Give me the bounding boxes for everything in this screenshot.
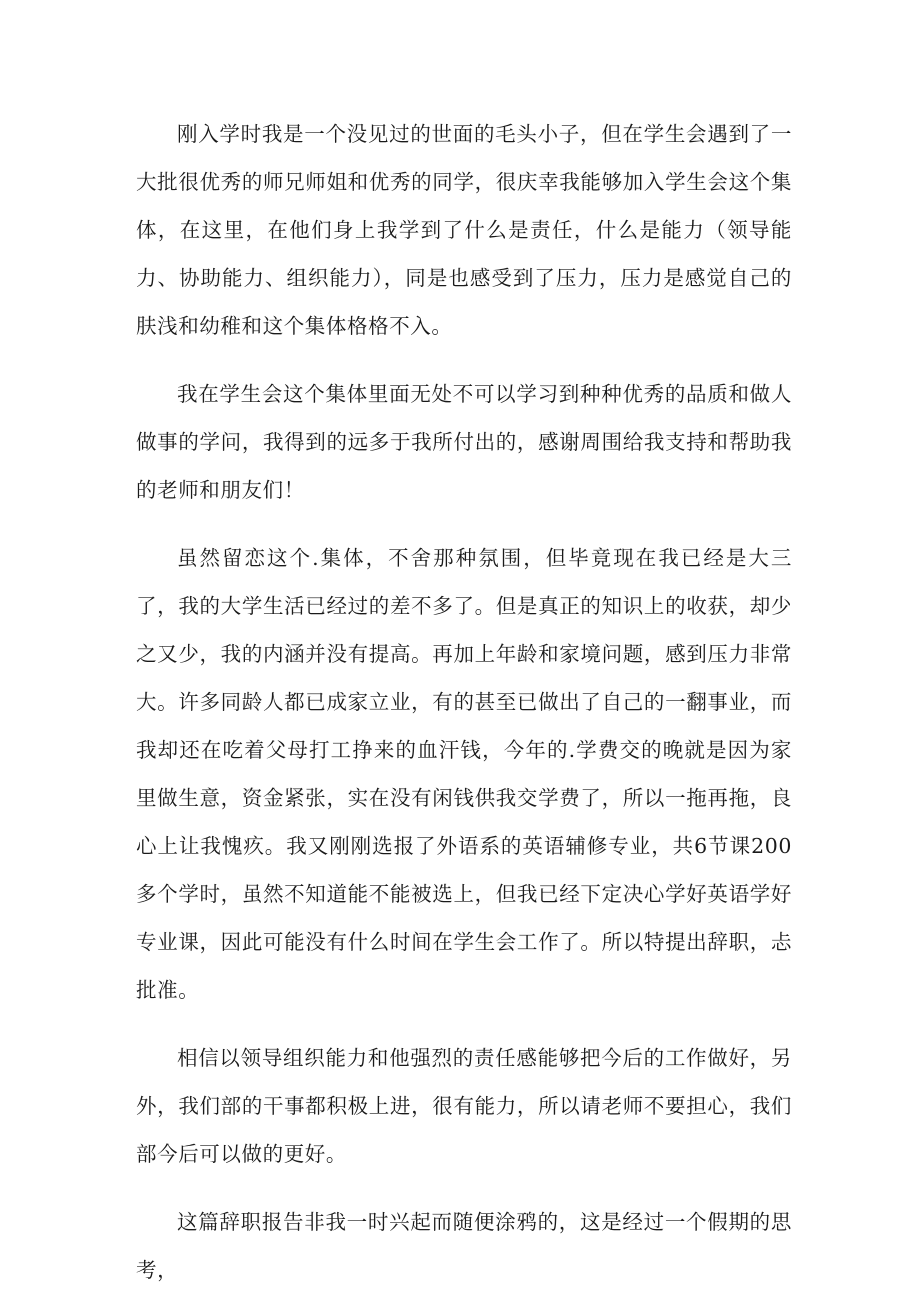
paragraph-1: 刚入学时我是一个没见过的世面的毛头小子，但在学生会遇到了一大批很优秀的师兄师姐和优秀的同学，很庆幸我能够加入学生会这个集体，在这里，在他们身上我学到了什么是责任，什么是能力（领导能力、协助能力、组织能力），同是也感受到了压力，压力是感觉自己的肤浅和幼稚和这个集体格格不入。: [136, 122, 792, 338]
paragraph-5: 这篇辞职报告非我一时兴起而随便涂鸦的，这是经过一个假期的思考，: [136, 1210, 792, 1282]
paragraph-3: 虽然留恋这个.集体，不舍那种氛围，但毕竟现在我已经是大三了，我的大学生活已经过的差不多了。但是真正的知识上的收获，却少之又少，我的内涵并没有提高。再加上年龄和家境问题，感到压力非常大。许多同龄人都已成家立业，有的甚至已做出了自己的一翻事业，而我却还在吃着父母打工挣来的血汗钱，今年的.学费交的晚就是因为家里做生意，资金紧张，实在没有闲钱供我交学费了，所以一拖再拖，良心上让我愧疚。我又刚刚选报了外语系的英语辅修专业，共6节课200多个学时，虽然不知道能不能被选上，但我已经下定决心学好英语学好专业课，因此可能没有什么时间在学生会工作了。所以特提出辞职，忐批准。: [136, 546, 792, 1002]
paragraph-2: 我在学生会这个集体里面无处不可以学习到种种优秀的品质和做人做事的学问，我得到的远多于我所付出的，感谢周围给我支持和帮助我的老师和朋友们！: [136, 382, 792, 502]
document-body: [136, 110, 792, 1314]
paragraph-4: 相信以领导组织能力和他强烈的责任感能够把今后的工作做好，另外，我们部的干事都积极上进，很有能力，所以请老师不要担心，我们部今后可以做的更好。: [136, 1046, 792, 1166]
